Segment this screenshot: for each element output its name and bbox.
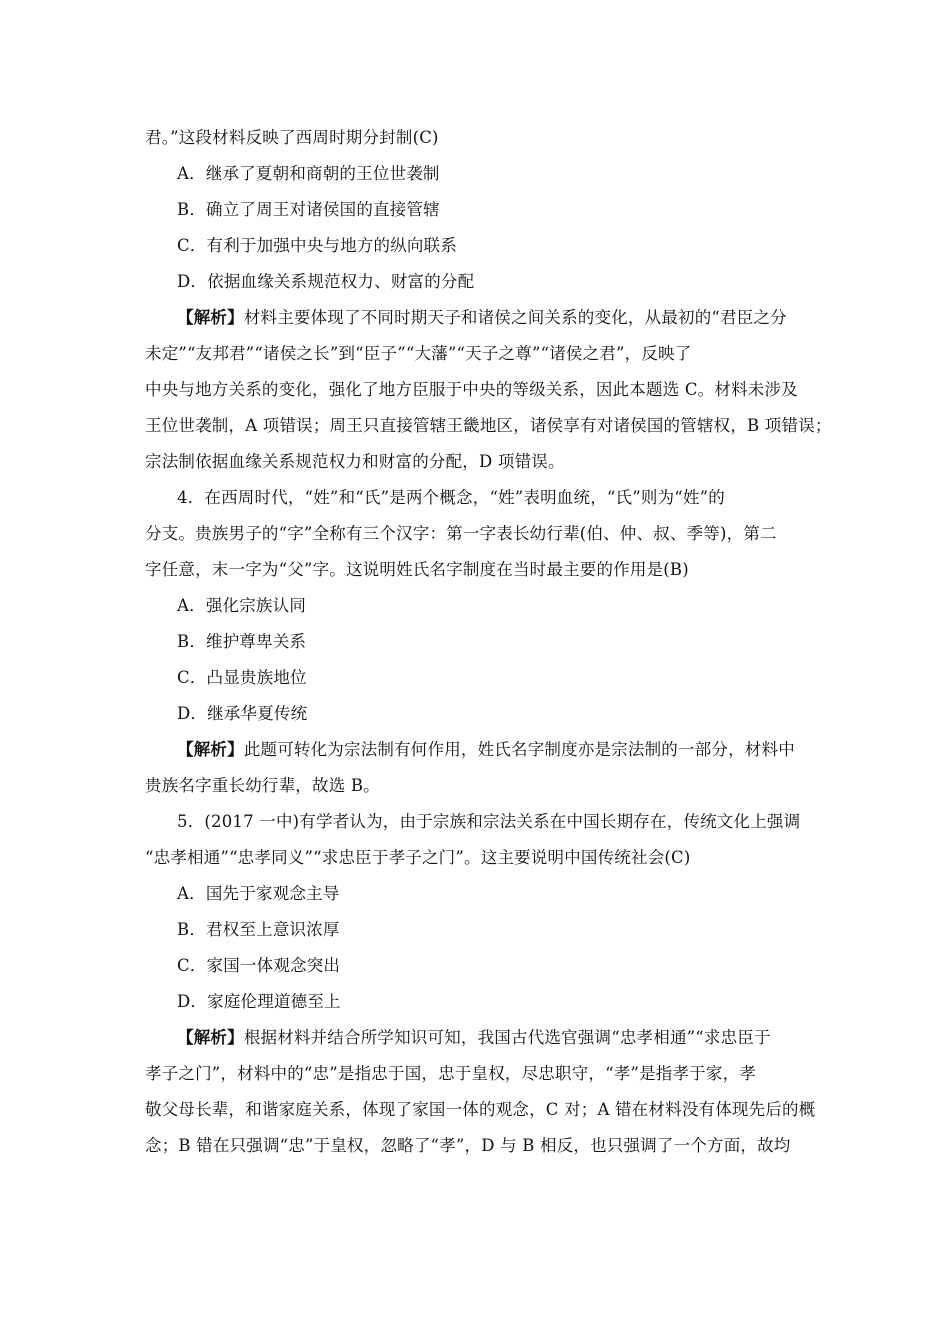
text-line: 孝子之门”，材料中的“忠”是指忠于国，忠于皇权，尽忠职守，“孝”是指孝于家，孝 — [145, 1064, 756, 1083]
option-a: A．强化宗族认同 — [177, 596, 307, 615]
text-line: 君。”这段材料反映了西周时期分封制(C) — [145, 128, 439, 147]
text-line: 贵族名字重长幼行辈，故选 B。 — [145, 776, 380, 795]
text-line: 中央与地方关系的变化，强化了地方臣服于中央的等级关系，因此本题选 C。材料未涉及 — [145, 380, 798, 399]
analysis-text: 材料主要体现了不同时期天子和诸侯之间关系的变化，从最初的“君臣之分 — [243, 308, 787, 327]
option-d: D．继承华夏传统 — [177, 704, 308, 723]
question-5: 5．(2017 一中)有学者认为，由于宗族和宗法关系在中国长期存在，传统文化上强调 — [177, 812, 801, 831]
analysis-text: 根据材料并结合所学知识可知，我国古代选官强调“忠孝相通”“求忠臣于 — [243, 1028, 771, 1047]
analysis-line — [177, 1028, 771, 1048]
text-line: 宗法制依据血缘关系规范权力和财富的分配，D 项错误。 — [145, 452, 565, 471]
text-line: “忠孝相通”“忠孝同义”“求忠臣于孝子之门”。这主要说明中国传统社会(C) — [145, 848, 691, 867]
text-line: 敬父母长辈，和谐家庭关系，体现了家国一体的观念，C 对；A 错在材料没有体现先后的概 — [145, 1100, 816, 1119]
analysis-line — [177, 740, 795, 760]
text-line: 念；B 错在只强调“忠”于皇权，忽略了“孝”，D 与 B 相反，也只强调了一个方面，故均 — [145, 1136, 791, 1155]
option-c: C．家国一体观念突出 — [177, 956, 341, 975]
option-d: D．依据血缘关系规范权力、财富的分配 — [177, 272, 475, 291]
text-line: 未定”“友邦君”“诸侯之长”到“臣子”“大藩”“天子之尊”“诸侯之君”，反映了 — [145, 344, 692, 363]
option-d: D．家庭伦理道德至上 — [177, 992, 341, 1011]
option-a: A．国先于家观念主导 — [177, 884, 340, 903]
text-line: 王位世袭制，A 项错误；周王只直接管辖王畿地区，诸侯享有对诸侯国的管辖权，B 项错误； — [145, 416, 832, 435]
analysis-tag: 【解析】 — [177, 308, 244, 327]
option-c: C．凸显贵族地位 — [177, 668, 307, 687]
option-c: C．有利于加强中央与地方的纵向联系 — [177, 236, 458, 255]
option-b: B．君权至上意识浓厚 — [177, 920, 340, 939]
analysis-line — [177, 308, 787, 328]
option-a: A．继承了夏朝和商朝的王位世袭制 — [177, 164, 440, 183]
option-b: B．维护尊卑关系 — [177, 632, 307, 651]
question-4: 4．在西周时代，“姓”和“氏”是两个概念，“姓”表明血统，“氏”则为“姓”的 — [177, 488, 725, 507]
analysis-text: 此题可转化为宗法制有何作用，姓氏名字制度亦是宗法制的一部分，材料中 — [243, 740, 795, 759]
analysis-tag: 【解析】 — [177, 1028, 244, 1047]
text-line: 分支。贵族男子的“字”全称有三个汉字：第一字表长幼行辈(伯、仲、叔、季等)，第二 — [145, 524, 777, 543]
text-line: 字任意，末一字为“父”字。这说明姓氏名字制度在当时最主要的作用是(B) — [145, 560, 689, 579]
option-b: B．确立了周王对诸侯国的直接管辖 — [177, 200, 440, 219]
analysis-tag: 【解析】 — [177, 740, 244, 759]
